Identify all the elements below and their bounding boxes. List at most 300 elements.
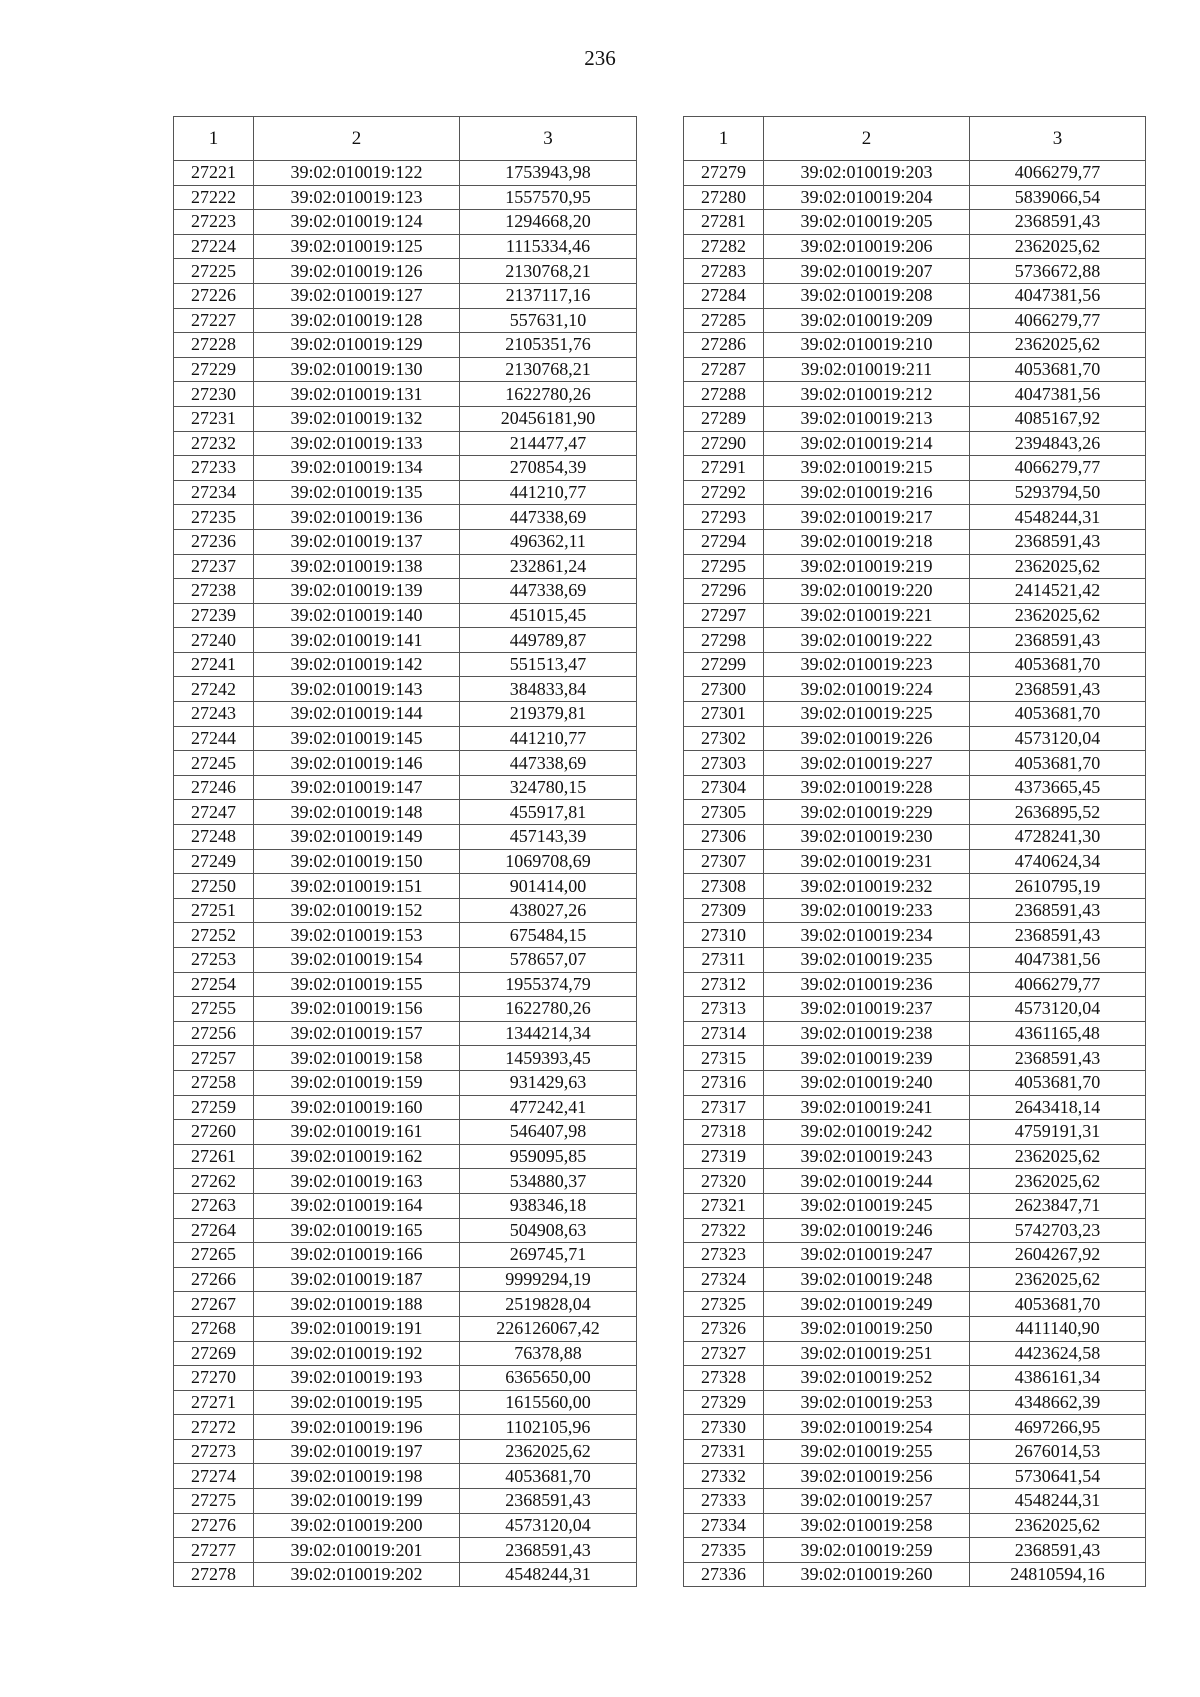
table-row — [684, 357, 1146, 382]
row-number-cell: 27330 — [684, 1415, 764, 1440]
cadastral-number-cell: 39:02:010019:209 — [764, 308, 970, 333]
row-number-cell: 27310 — [684, 923, 764, 948]
table-row — [174, 1267, 637, 1292]
value-cell: 4411140,90 — [970, 1316, 1146, 1341]
value-cell: 2137117,16 — [460, 283, 637, 308]
table-row — [174, 1390, 637, 1415]
value-cell: 4066279,77 — [970, 161, 1146, 186]
cadastral-number-cell: 39:02:010019:198 — [254, 1464, 460, 1489]
value-cell: 931429,63 — [460, 1070, 637, 1095]
value-cell: 557631,10 — [460, 308, 637, 333]
row-number-cell: 27240 — [174, 628, 254, 653]
table-row — [684, 1464, 1146, 1489]
row-number-cell: 27253 — [174, 948, 254, 973]
cadastral-number-cell: 39:02:010019:237 — [764, 997, 970, 1022]
cadastral-number-cell: 39:02:010019:217 — [764, 505, 970, 530]
table-row — [174, 161, 637, 186]
cadastral-number-cell: 39:02:010019:142 — [254, 652, 460, 677]
cadastral-number-cell: 39:02:010019:199 — [254, 1489, 460, 1514]
column-header-3: 3 — [970, 117, 1146, 161]
cadastral-number-cell: 39:02:010019:206 — [764, 234, 970, 259]
table-row — [684, 628, 1146, 653]
table-row — [684, 1046, 1146, 1071]
table-row — [174, 775, 637, 800]
cadastral-number-cell: 39:02:010019:151 — [254, 874, 460, 899]
table-row — [174, 1095, 637, 1120]
cadastral-number-cell: 39:02:010019:216 — [764, 480, 970, 505]
row-number-cell: 27299 — [684, 652, 764, 677]
value-cell: 4386161,34 — [970, 1366, 1146, 1391]
value-cell: 504908,63 — [460, 1218, 637, 1243]
value-cell: 457143,39 — [460, 825, 637, 850]
row-number-cell: 27294 — [684, 529, 764, 554]
cadastral-number-cell: 39:02:010019:125 — [254, 234, 460, 259]
table-row — [174, 210, 637, 235]
cadastral-number-cell: 39:02:010019:247 — [764, 1243, 970, 1268]
value-cell: 441210,77 — [460, 726, 637, 751]
row-number-cell: 27230 — [174, 382, 254, 407]
table-row — [684, 308, 1146, 333]
cadastral-number-cell: 39:02:010019:234 — [764, 923, 970, 948]
cadastral-number-cell: 39:02:010019:238 — [764, 1021, 970, 1046]
value-cell: 2362025,62 — [970, 1513, 1146, 1538]
cadastral-number-cell: 39:02:010019:146 — [254, 751, 460, 776]
row-number-cell: 27303 — [684, 751, 764, 776]
row-number-cell: 27292 — [684, 480, 764, 505]
cadastral-number-cell: 39:02:010019:242 — [764, 1120, 970, 1145]
value-cell: 2362025,62 — [970, 1169, 1146, 1194]
table-row — [684, 726, 1146, 751]
table-row — [174, 480, 637, 505]
value-cell: 2130768,21 — [460, 357, 637, 382]
row-number-cell: 27266 — [174, 1267, 254, 1292]
value-cell: 2362025,62 — [970, 1144, 1146, 1169]
cadastral-number-cell: 39:02:010019:165 — [254, 1218, 460, 1243]
cadastral-number-cell: 39:02:010019:122 — [254, 161, 460, 186]
table-row — [174, 652, 637, 677]
table-row — [684, 849, 1146, 874]
table-row — [684, 579, 1146, 604]
row-number-cell: 27285 — [684, 308, 764, 333]
cadastral-number-cell: 39:02:010019:140 — [254, 603, 460, 628]
table-row — [684, 554, 1146, 579]
value-cell: 2368591,43 — [970, 1538, 1146, 1563]
value-cell: 4573120,04 — [970, 997, 1146, 1022]
row-number-cell: 27234 — [174, 480, 254, 505]
table-row — [174, 972, 637, 997]
value-cell: 451015,45 — [460, 603, 637, 628]
row-number-cell: 27336 — [684, 1562, 764, 1587]
row-number-cell: 27275 — [174, 1489, 254, 1514]
cadastral-number-cell: 39:02:010019:253 — [764, 1390, 970, 1415]
value-cell: 4085167,92 — [970, 406, 1146, 431]
table-row — [174, 554, 637, 579]
cadastral-number-cell: 39:02:010019:233 — [764, 898, 970, 923]
table-row — [684, 1341, 1146, 1366]
cadastral-number-cell: 39:02:010019:141 — [254, 628, 460, 653]
row-number-cell: 27324 — [684, 1267, 764, 1292]
cadastral-number-cell: 39:02:010019:152 — [254, 898, 460, 923]
row-number-cell: 27262 — [174, 1169, 254, 1194]
value-cell: 477242,41 — [460, 1095, 637, 1120]
column-header-2: 2 — [764, 117, 970, 161]
row-number-cell: 27284 — [684, 283, 764, 308]
cadastral-number-cell: 39:02:010019:193 — [254, 1366, 460, 1391]
value-cell: 1069708,69 — [460, 849, 637, 874]
table-row — [684, 1218, 1146, 1243]
cadastral-number-cell: 39:02:010019:156 — [254, 997, 460, 1022]
cadastral-number-cell: 39:02:010019:231 — [764, 849, 970, 874]
table-row — [684, 480, 1146, 505]
table-row — [174, 234, 637, 259]
value-cell: 4047381,56 — [970, 283, 1146, 308]
table-row — [684, 333, 1146, 358]
row-number-cell: 27244 — [174, 726, 254, 751]
value-cell: 1102105,96 — [460, 1415, 637, 1440]
cadastral-number-cell: 39:02:010019:200 — [254, 1513, 460, 1538]
cadastral-number-cell: 39:02:010019:197 — [254, 1439, 460, 1464]
cadastral-number-cell: 39:02:010019:213 — [764, 406, 970, 431]
table-row — [174, 1464, 637, 1489]
value-cell: 2368591,43 — [970, 628, 1146, 653]
table-row — [684, 1267, 1146, 1292]
row-number-cell: 27328 — [684, 1366, 764, 1391]
table-row — [684, 702, 1146, 727]
table-row — [684, 161, 1146, 186]
cadastral-number-cell: 39:02:010019:248 — [764, 1267, 970, 1292]
row-number-cell: 27335 — [684, 1538, 764, 1563]
column-header-1: 1 — [684, 117, 764, 161]
table-row — [684, 1489, 1146, 1514]
row-number-cell: 27305 — [684, 800, 764, 825]
cadastral-number-cell: 39:02:010019:205 — [764, 210, 970, 235]
value-cell: 4697266,95 — [970, 1415, 1146, 1440]
cadastral-number-cell: 39:02:010019:204 — [764, 185, 970, 210]
row-number-cell: 27309 — [684, 898, 764, 923]
table-row — [174, 308, 637, 333]
table-row — [684, 529, 1146, 554]
row-number-cell: 27256 — [174, 1021, 254, 1046]
table-row — [684, 800, 1146, 825]
table-row — [684, 1562, 1146, 1587]
value-cell: 2368591,43 — [970, 923, 1146, 948]
table-row — [174, 1193, 637, 1218]
row-number-cell: 27302 — [684, 726, 764, 751]
cadastral-number-cell: 39:02:010019:123 — [254, 185, 460, 210]
row-number-cell: 27290 — [684, 431, 764, 456]
cadastral-number-cell: 39:02:010019:256 — [764, 1464, 970, 1489]
table-row — [684, 1415, 1146, 1440]
table-row — [684, 185, 1146, 210]
value-cell: 4548244,31 — [970, 1489, 1146, 1514]
row-number-cell: 27235 — [174, 505, 254, 530]
value-cell: 4047381,56 — [970, 948, 1146, 973]
value-cell: 2362025,62 — [970, 234, 1146, 259]
value-cell: 551513,47 — [460, 652, 637, 677]
value-cell: 2394843,26 — [970, 431, 1146, 456]
row-number-cell: 27289 — [684, 406, 764, 431]
row-number-cell: 27315 — [684, 1046, 764, 1071]
row-number-cell: 27232 — [174, 431, 254, 456]
row-number-cell: 27245 — [174, 751, 254, 776]
row-number-cell: 27236 — [174, 529, 254, 554]
cadastral-number-cell: 39:02:010019:244 — [764, 1169, 970, 1194]
cadastral-number-cell: 39:02:010019:224 — [764, 677, 970, 702]
table-row — [174, 751, 637, 776]
row-number-cell: 27334 — [684, 1513, 764, 1538]
cadastral-number-cell: 39:02:010019:218 — [764, 529, 970, 554]
table-row — [174, 1316, 637, 1341]
row-number-cell: 27280 — [684, 185, 764, 210]
value-cell: 2676014,53 — [970, 1439, 1146, 1464]
cadastral-number-cell: 39:02:010019:220 — [764, 579, 970, 604]
cadastral-number-cell: 39:02:010019:127 — [254, 283, 460, 308]
value-cell: 1622780,26 — [460, 382, 637, 407]
cadastral-number-cell: 39:02:010019:135 — [254, 480, 460, 505]
table-row — [174, 997, 637, 1022]
cadastral-number-cell: 39:02:010019:249 — [764, 1292, 970, 1317]
table-row — [174, 898, 637, 923]
table-row — [174, 1218, 637, 1243]
value-cell: 4053681,70 — [970, 652, 1146, 677]
row-number-cell: 27314 — [684, 1021, 764, 1046]
table-row — [174, 1366, 637, 1391]
table-row — [684, 1169, 1146, 1194]
row-number-cell: 27263 — [174, 1193, 254, 1218]
row-number-cell: 27288 — [684, 382, 764, 407]
row-number-cell: 27249 — [174, 849, 254, 874]
row-number-cell: 27327 — [684, 1341, 764, 1366]
cadastral-number-cell: 39:02:010019:229 — [764, 800, 970, 825]
row-number-cell: 27283 — [684, 259, 764, 284]
table-row — [684, 923, 1146, 948]
value-cell: 5736672,88 — [970, 259, 1146, 284]
table-row — [684, 1243, 1146, 1268]
value-cell: 441210,77 — [460, 480, 637, 505]
row-number-cell: 27331 — [684, 1439, 764, 1464]
value-cell: 4066279,77 — [970, 972, 1146, 997]
value-cell: 675484,15 — [460, 923, 637, 948]
value-cell: 5839066,54 — [970, 185, 1146, 210]
row-number-cell: 27281 — [684, 210, 764, 235]
value-cell: 2636895,52 — [970, 800, 1146, 825]
row-number-cell: 27227 — [174, 308, 254, 333]
cadastral-number-cell: 39:02:010019:148 — [254, 800, 460, 825]
cadastral-number-cell: 39:02:010019:210 — [764, 333, 970, 358]
cadastral-number-cell: 39:02:010019:150 — [254, 849, 460, 874]
row-number-cell: 27259 — [174, 1095, 254, 1120]
value-cell: 2368591,43 — [970, 677, 1146, 702]
row-number-cell: 27282 — [684, 234, 764, 259]
value-cell: 2368591,43 — [970, 529, 1146, 554]
value-cell: 449789,87 — [460, 628, 637, 653]
value-cell: 4423624,58 — [970, 1341, 1146, 1366]
value-cell: 1615560,00 — [460, 1390, 637, 1415]
cadastral-number-cell: 39:02:010019:196 — [254, 1415, 460, 1440]
cadastral-number-cell: 39:02:010019:228 — [764, 775, 970, 800]
table-row — [174, 185, 637, 210]
column-header-1: 1 — [174, 117, 254, 161]
value-cell: 214477,47 — [460, 431, 637, 456]
table-row — [684, 1120, 1146, 1145]
row-number-cell: 27233 — [174, 456, 254, 481]
table-row — [684, 775, 1146, 800]
cadastral-number-cell: 39:02:010019:159 — [254, 1070, 460, 1095]
cadastral-number-cell: 39:02:010019:227 — [764, 751, 970, 776]
table-row — [684, 456, 1146, 481]
cadastral-number-cell: 39:02:010019:145 — [254, 726, 460, 751]
row-number-cell: 27326 — [684, 1316, 764, 1341]
value-cell: 4053681,70 — [970, 751, 1146, 776]
cadastral-number-cell: 39:02:010019:214 — [764, 431, 970, 456]
table-row — [174, 1562, 637, 1587]
row-number-cell: 27229 — [174, 357, 254, 382]
table-row — [684, 210, 1146, 235]
row-number-cell: 27333 — [684, 1489, 764, 1514]
row-number-cell: 27311 — [684, 948, 764, 973]
row-number-cell: 27323 — [684, 1243, 764, 1268]
value-cell: 270854,39 — [460, 456, 637, 481]
value-cell: 1753943,98 — [460, 161, 637, 186]
row-number-cell: 27318 — [684, 1120, 764, 1145]
row-number-cell: 27231 — [174, 406, 254, 431]
cadastral-number-cell: 39:02:010019:259 — [764, 1538, 970, 1563]
table-row — [684, 825, 1146, 850]
cadastral-number-cell: 39:02:010019:212 — [764, 382, 970, 407]
value-cell: 2414521,42 — [970, 579, 1146, 604]
row-number-cell: 27278 — [174, 1562, 254, 1587]
row-number-cell: 27261 — [174, 1144, 254, 1169]
value-cell: 447338,69 — [460, 751, 637, 776]
table-row — [174, 333, 637, 358]
value-cell: 438027,26 — [460, 898, 637, 923]
value-cell: 9999294,19 — [460, 1267, 637, 1292]
table-header-row — [684, 117, 1146, 161]
value-cell: 5293794,50 — [970, 480, 1146, 505]
cadastral-number-cell: 39:02:010019:243 — [764, 1144, 970, 1169]
cadastral-number-cell: 39:02:010019:149 — [254, 825, 460, 850]
row-number-cell: 27306 — [684, 825, 764, 850]
table-row — [174, 431, 637, 456]
row-number-cell: 27276 — [174, 1513, 254, 1538]
row-number-cell: 27325 — [684, 1292, 764, 1317]
value-cell: 4053681,70 — [970, 1292, 1146, 1317]
value-cell: 219379,81 — [460, 702, 637, 727]
cadastral-number-cell: 39:02:010019:139 — [254, 579, 460, 604]
row-number-cell: 27264 — [174, 1218, 254, 1243]
cadastral-number-cell: 39:02:010019:188 — [254, 1292, 460, 1317]
value-cell: 1955374,79 — [460, 972, 637, 997]
cadastral-number-cell: 39:02:010019:144 — [254, 702, 460, 727]
table-row — [174, 1439, 637, 1464]
table-row — [684, 1292, 1146, 1317]
value-cell: 4047381,56 — [970, 382, 1146, 407]
value-cell: 2368591,43 — [460, 1538, 637, 1563]
cadastral-number-cell: 39:02:010019:241 — [764, 1095, 970, 1120]
cadastral-number-cell: 39:02:010019:225 — [764, 702, 970, 727]
cadastral-number-cell: 39:02:010019:130 — [254, 357, 460, 382]
cadastral-number-cell: 39:02:010019:191 — [254, 1316, 460, 1341]
table-row — [174, 948, 637, 973]
table-row — [174, 849, 637, 874]
row-number-cell: 27260 — [174, 1120, 254, 1145]
row-number-cell: 27257 — [174, 1046, 254, 1071]
cadastral-number-cell: 39:02:010019:245 — [764, 1193, 970, 1218]
cadastral-number-cell: 39:02:010019:230 — [764, 825, 970, 850]
value-cell: 4373665,45 — [970, 775, 1146, 800]
table-row — [684, 1144, 1146, 1169]
row-number-cell: 27307 — [684, 849, 764, 874]
cadastral-number-cell: 39:02:010019:131 — [254, 382, 460, 407]
row-number-cell: 27273 — [174, 1439, 254, 1464]
table-row — [174, 628, 637, 653]
table-row — [684, 997, 1146, 1022]
row-number-cell: 27243 — [174, 702, 254, 727]
row-number-cell: 27322 — [684, 1218, 764, 1243]
table-row — [684, 603, 1146, 628]
table-row — [174, 1021, 637, 1046]
row-number-cell: 27316 — [684, 1070, 764, 1095]
row-number-cell: 27295 — [684, 554, 764, 579]
row-number-cell: 27242 — [174, 677, 254, 702]
table-row — [684, 874, 1146, 899]
row-number-cell: 27248 — [174, 825, 254, 850]
data-table-left — [173, 116, 637, 1587]
row-number-cell: 27221 — [174, 161, 254, 186]
cadastral-number-cell: 39:02:010019:215 — [764, 456, 970, 481]
row-number-cell: 27298 — [684, 628, 764, 653]
cadastral-number-cell: 39:02:010019:257 — [764, 1489, 970, 1514]
table-row — [174, 1513, 637, 1538]
column-header-2: 2 — [254, 117, 460, 161]
row-number-cell: 27252 — [174, 923, 254, 948]
value-cell: 4053681,70 — [970, 702, 1146, 727]
cadastral-number-cell: 39:02:010019:254 — [764, 1415, 970, 1440]
value-cell: 959095,85 — [460, 1144, 637, 1169]
table-row — [174, 1046, 637, 1071]
row-number-cell: 27228 — [174, 333, 254, 358]
value-cell: 1115334,46 — [460, 234, 637, 259]
value-cell: 5742703,23 — [970, 1218, 1146, 1243]
table-row — [684, 283, 1146, 308]
value-cell: 6365650,00 — [460, 1366, 637, 1391]
value-cell: 2362025,62 — [460, 1439, 637, 1464]
table-row — [174, 1292, 637, 1317]
row-number-cell: 27304 — [684, 775, 764, 800]
row-number-cell: 27255 — [174, 997, 254, 1022]
table-row — [684, 1366, 1146, 1391]
row-number-cell: 27269 — [174, 1341, 254, 1366]
table-row — [174, 923, 637, 948]
cadastral-number-cell: 39:02:010019:192 — [254, 1341, 460, 1366]
cadastral-number-cell: 39:02:010019:239 — [764, 1046, 970, 1071]
value-cell: 2519828,04 — [460, 1292, 637, 1317]
value-cell: 2105351,76 — [460, 333, 637, 358]
row-number-cell: 27313 — [684, 997, 764, 1022]
value-cell: 2610795,19 — [970, 874, 1146, 899]
value-cell: 496362,11 — [460, 529, 637, 554]
row-number-cell: 27250 — [174, 874, 254, 899]
row-number-cell: 27237 — [174, 554, 254, 579]
value-cell: 4361165,48 — [970, 1021, 1146, 1046]
value-cell: 2362025,62 — [970, 1267, 1146, 1292]
cadastral-number-cell: 39:02:010019:251 — [764, 1341, 970, 1366]
value-cell: 4066279,77 — [970, 308, 1146, 333]
cadastral-number-cell: 39:02:010019:235 — [764, 948, 970, 973]
table-row — [174, 800, 637, 825]
cadastral-number-cell: 39:02:010019:203 — [764, 161, 970, 186]
row-number-cell: 27267 — [174, 1292, 254, 1317]
